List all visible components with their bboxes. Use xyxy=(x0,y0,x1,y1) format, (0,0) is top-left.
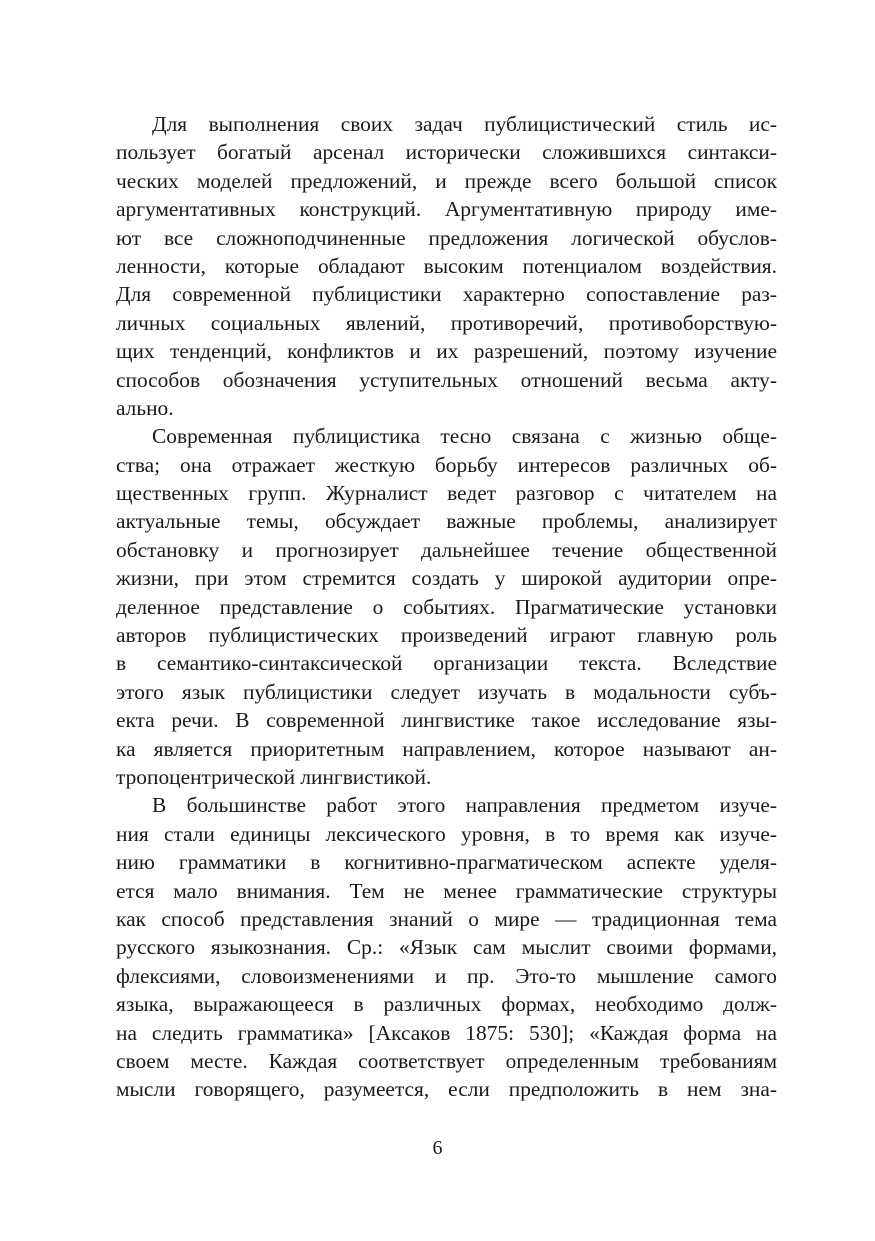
page-number: 6 xyxy=(432,1137,443,1159)
text-line: жизни, при этом стремится создать у широкой аудитории опре- xyxy=(116,566,777,591)
text-line: ально. xyxy=(116,395,174,420)
text-line: русского языкознания. Ср.: «Язык сам мыслит своими формами, xyxy=(116,935,777,960)
text-line: тропоцентрической лингвистикой. xyxy=(116,764,432,789)
text-line: ленности, которые обладают высоким потенциалом воздействия. xyxy=(116,253,777,278)
text-line: пользует богатый арсенал исторически сложившихся синтакси- xyxy=(116,140,777,165)
text-line: деленное представление о событиях. Прагматические установки xyxy=(116,594,777,619)
text-line: ства; она отражает жесткую борьбу интересов различных об- xyxy=(116,452,777,477)
text-line: Для современной публицистики характерно сопоставление раз- xyxy=(116,282,777,307)
text-line: аргументативных конструкций. Аргументативную природу име- xyxy=(116,197,777,222)
text-line: нию грамматики в когнитивно-прагматическом аспекте уделя- xyxy=(116,850,777,875)
text-line: флексиями, словоизменениями и пр. Это-то мышление самого xyxy=(116,963,777,988)
text-line: этого язык публицистики следует изучать в модальности субъ- xyxy=(116,679,777,704)
body-text xyxy=(116,110,777,1104)
text-line: способов обозначения уступительных отношений весьма акту- xyxy=(116,367,777,392)
text-line: щих тенденций, конфликтов и их разрешений, поэтому изучение xyxy=(116,339,777,364)
text-line: ется мало внимания. Тем не менее грамматические структуры xyxy=(116,878,777,903)
text-line: в семантико-синтаксической организации текста. Вследствие xyxy=(116,651,777,676)
text-line: авторов публицистических произведений играют главную роль xyxy=(116,623,777,648)
text-line: ческих моделей предложений, и прежде всего большой список xyxy=(116,168,777,193)
text-line: щественных групп. Журналист ведет разговор с читателем на xyxy=(116,481,777,506)
text-line: ка является приоритетным направлением, которое называют ан- xyxy=(116,736,777,761)
paragraph-3 xyxy=(116,791,777,1103)
text-line: как способ представления знаний о мире — традиционная тема xyxy=(116,906,777,931)
text-line: личных социальных явлений, противоречий, противоборствую- xyxy=(116,310,777,335)
text-line: актуальные темы, обсуждает важные проблемы, анализирует xyxy=(116,509,777,534)
paragraph-2 xyxy=(116,422,777,791)
text-line: Для выполнения своих задач публицистический стиль ис- xyxy=(152,112,777,136)
text-line: ния стали единицы лексического уровня, в то время как изуче- xyxy=(116,821,777,846)
paragraph-1 xyxy=(116,110,777,422)
text-line: екта речи. В современной лингвистике такое исследование язы- xyxy=(116,708,777,733)
text-line: своем месте. Каждая соответствует определенным требованиям xyxy=(116,1048,777,1073)
text-line: В большинстве работ этого направления предметом изуче- xyxy=(152,793,777,818)
text-line: на следить грамматика» [Аксаков 1875: 530]; «Каждая форма на xyxy=(116,1020,777,1045)
text-line: Современная публицистика тесно связана с жизнью обще- xyxy=(152,424,777,449)
text-line: ют все сложноподчиненные предложения логической обуслов- xyxy=(116,225,777,250)
text-line: обстановку и прогнозирует дальнейшее течение общественной xyxy=(116,537,777,562)
text-line: мысли говорящего, разумеется, если предположить в нем зна- xyxy=(116,1077,777,1102)
text-line: языка, выражающееся в различных формах, необходимо долж- xyxy=(116,992,777,1017)
